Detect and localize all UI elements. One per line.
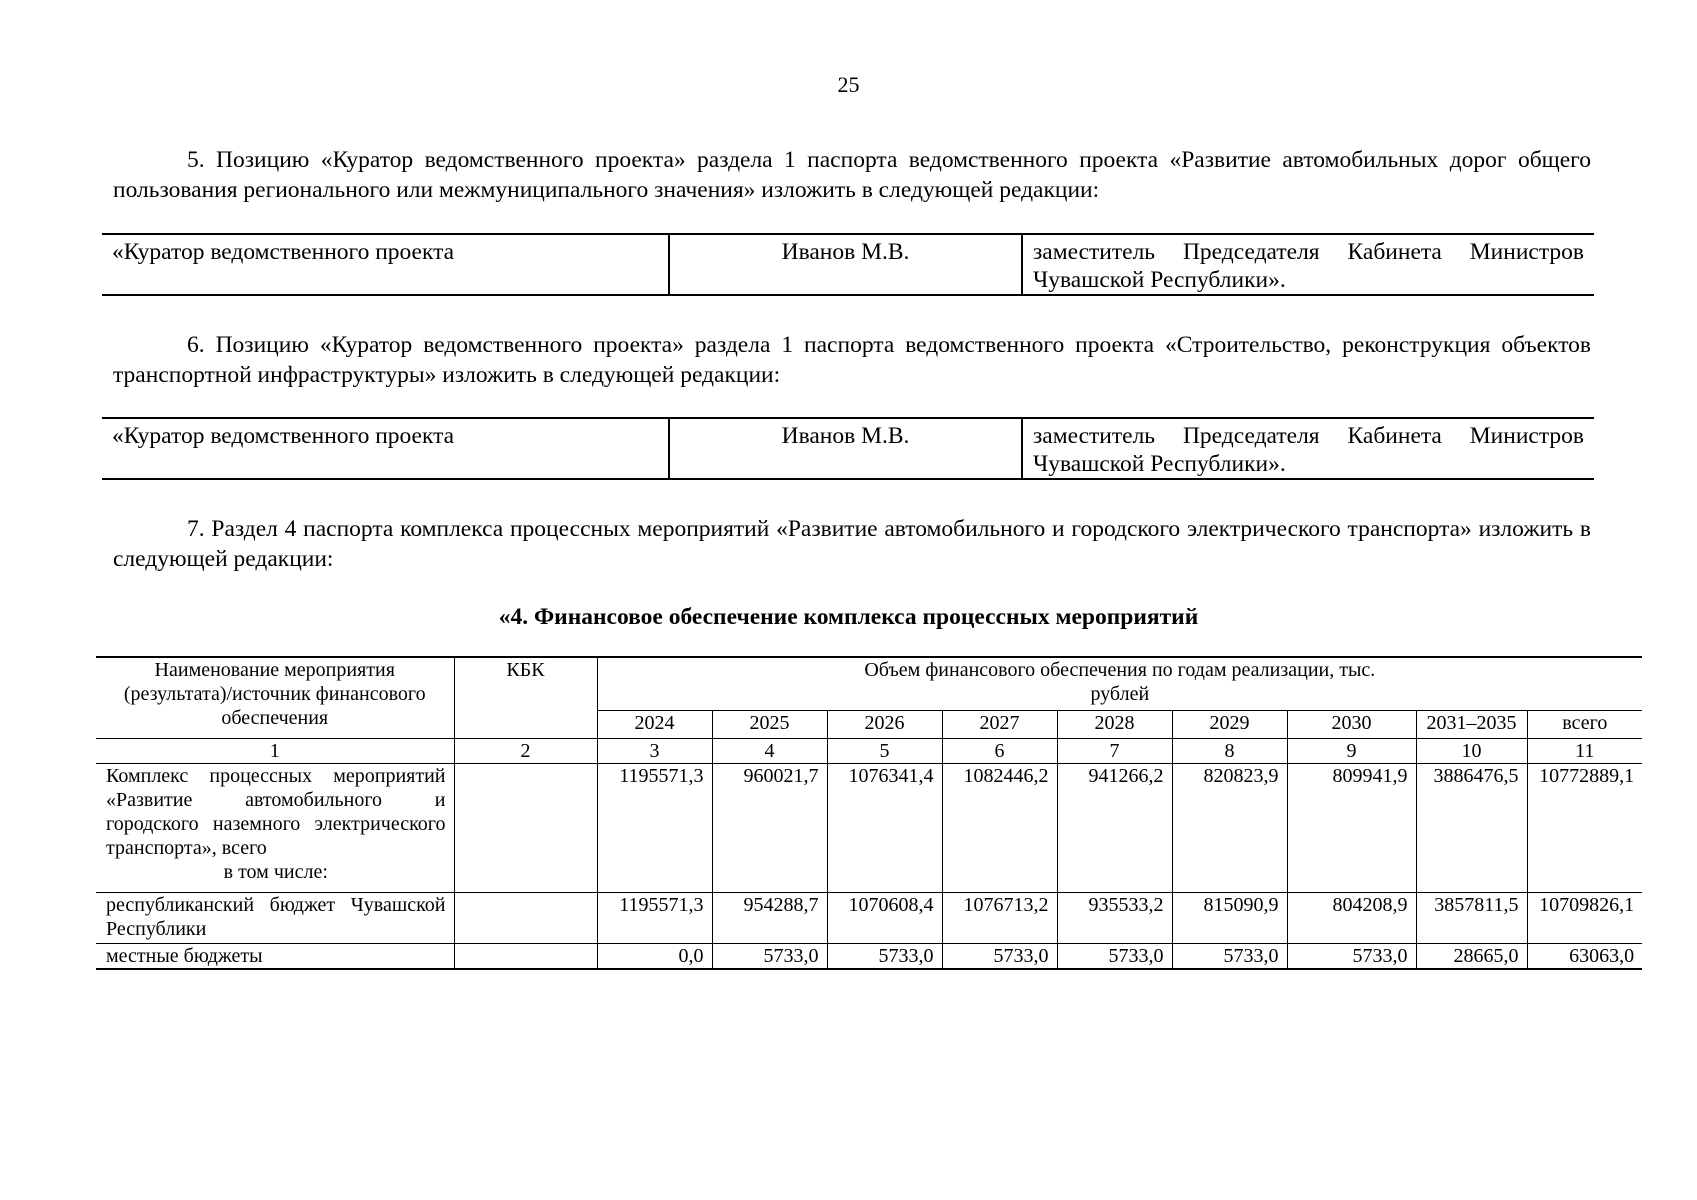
header-year: всего — [1527, 711, 1642, 739]
row-value: 1076713,2 — [942, 893, 1057, 944]
row-value: 1195571,3 — [597, 764, 712, 893]
column-number: 4 — [712, 739, 827, 764]
header-name: Наименование мероприятия (результата)/источник финансового обеспечения — [96, 657, 454, 739]
item5-text: 5. Позицию «Куратор ведомственного проекта» раздела 1 паспорта ведомственного проекта «Развитие автомобильных дорог общего пользования регионального или межмуниципального значения» изложить в следующей редакции: — [113, 147, 1591, 203]
column-number: 6 — [942, 739, 1057, 764]
row-value: 820823,9 — [1172, 764, 1287, 893]
row-value: 5733,0 — [1172, 944, 1287, 970]
item5-paragraph — [113, 145, 1591, 205]
row-value: 5733,0 — [712, 944, 827, 970]
row-value: 815090,9 — [1172, 893, 1287, 944]
table-row — [96, 893, 1642, 944]
row-value: 809941,9 — [1287, 764, 1416, 893]
curator-label: «Куратор ведомственного проекта — [102, 418, 669, 479]
row-value: 28665,0 — [1416, 944, 1527, 970]
curator-table-2 — [102, 417, 1594, 480]
curator-name: Иванов М.В. — [669, 234, 1022, 295]
row-value: 960021,7 — [712, 764, 827, 893]
header-year: 2024 — [597, 711, 712, 739]
row-value: 3886476,5 — [1416, 764, 1527, 893]
row-value: 1082446,2 — [942, 764, 1057, 893]
curator-row — [102, 418, 1594, 479]
row-value: 804208,9 — [1287, 893, 1416, 944]
table-row — [96, 944, 1642, 970]
row-value: 5733,0 — [1057, 944, 1172, 970]
section-title: «4. Финансовое обеспечение комплекса процессных мероприятий — [498, 604, 1199, 630]
row-value: 5733,0 — [1287, 944, 1416, 970]
header-row-1 — [96, 657, 1642, 711]
column-number: 2 — [454, 739, 597, 764]
row-name: республиканский бюджет Чувашской Республики — [96, 893, 454, 944]
column-number: 9 — [1287, 739, 1416, 764]
column-number: 1 — [96, 739, 454, 764]
row-value: 5733,0 — [827, 944, 942, 970]
header-row-numbers — [96, 739, 1642, 764]
row-value: 954288,7 — [712, 893, 827, 944]
item7-paragraph — [113, 514, 1591, 574]
header-year: 2026 — [827, 711, 942, 739]
curator-position: заместитель Председателя Кабинета Министров Чувашской Республики». — [1022, 234, 1594, 295]
item7-text: 7. Раздел 4 паспорта комплекса процессных мероприятий «Развитие автомобильного и городского электрического транспорта» изложить в следующей редакции: — [113, 516, 1591, 572]
curator-position: заместитель Председателя Кабинета Министров Чувашской Республики». — [1022, 418, 1594, 479]
row-value: 63063,0 — [1527, 944, 1642, 970]
row-value: 10772889,1 — [1527, 764, 1642, 893]
curator-label: «Куратор ведомственного проекта — [102, 234, 669, 295]
row-value: 1195571,3 — [597, 893, 712, 944]
curator-name: Иванов М.В. — [669, 418, 1022, 479]
item6-paragraph — [113, 330, 1591, 390]
column-number: 3 — [597, 739, 712, 764]
item6-text: 6. Позицию «Куратор ведомственного проекта» раздела 1 паспорта ведомственного проекта «Строительство, реконструкция объектов транспортной инфраструктуры» изложить в следующей редакции: — [113, 332, 1591, 388]
column-number: 11 — [1527, 739, 1642, 764]
row-name — [96, 764, 454, 893]
curator-row — [102, 234, 1594, 295]
page-number: 25 — [837, 72, 860, 97]
header-year: 2028 — [1057, 711, 1172, 739]
row-value: 0,0 — [597, 944, 712, 970]
row-value: 941266,2 — [1057, 764, 1172, 893]
row-value: 3857811,5 — [1416, 893, 1527, 944]
column-number: 7 — [1057, 739, 1172, 764]
row-kbk — [454, 893, 597, 944]
row-name-suffix: в том числе: — [223, 861, 328, 883]
row-kbk — [454, 944, 597, 970]
row-value: 10709826,1 — [1527, 893, 1642, 944]
column-number: 5 — [827, 739, 942, 764]
header-year: 2030 — [1287, 711, 1416, 739]
curator-table-1 — [102, 233, 1594, 296]
header-kbk: КБК — [454, 657, 597, 739]
header-year: 2031–2035 — [1416, 711, 1527, 739]
row-name-text: Комплекс процессных мероприятий «Развитие автомобильного и городского наземного электрического транспорта», всего — [106, 765, 446, 859]
header-volume: Объем финансового обеспечения по годам реализации, тыс. рублей — [597, 657, 1642, 711]
header-year: 2025 — [712, 711, 827, 739]
row-value: 5733,0 — [942, 944, 1057, 970]
column-number: 8 — [1172, 739, 1287, 764]
row-name: местные бюджеты — [96, 944, 454, 970]
financing-table — [96, 656, 1642, 970]
row-kbk — [454, 764, 597, 893]
column-number: 10 — [1416, 739, 1527, 764]
header-year: 2027 — [942, 711, 1057, 739]
table-row — [96, 764, 1642, 893]
row-value: 935533,2 — [1057, 893, 1172, 944]
row-value: 1076341,4 — [827, 764, 942, 893]
header-year: 2029 — [1172, 711, 1287, 739]
row-value: 1070608,4 — [827, 893, 942, 944]
